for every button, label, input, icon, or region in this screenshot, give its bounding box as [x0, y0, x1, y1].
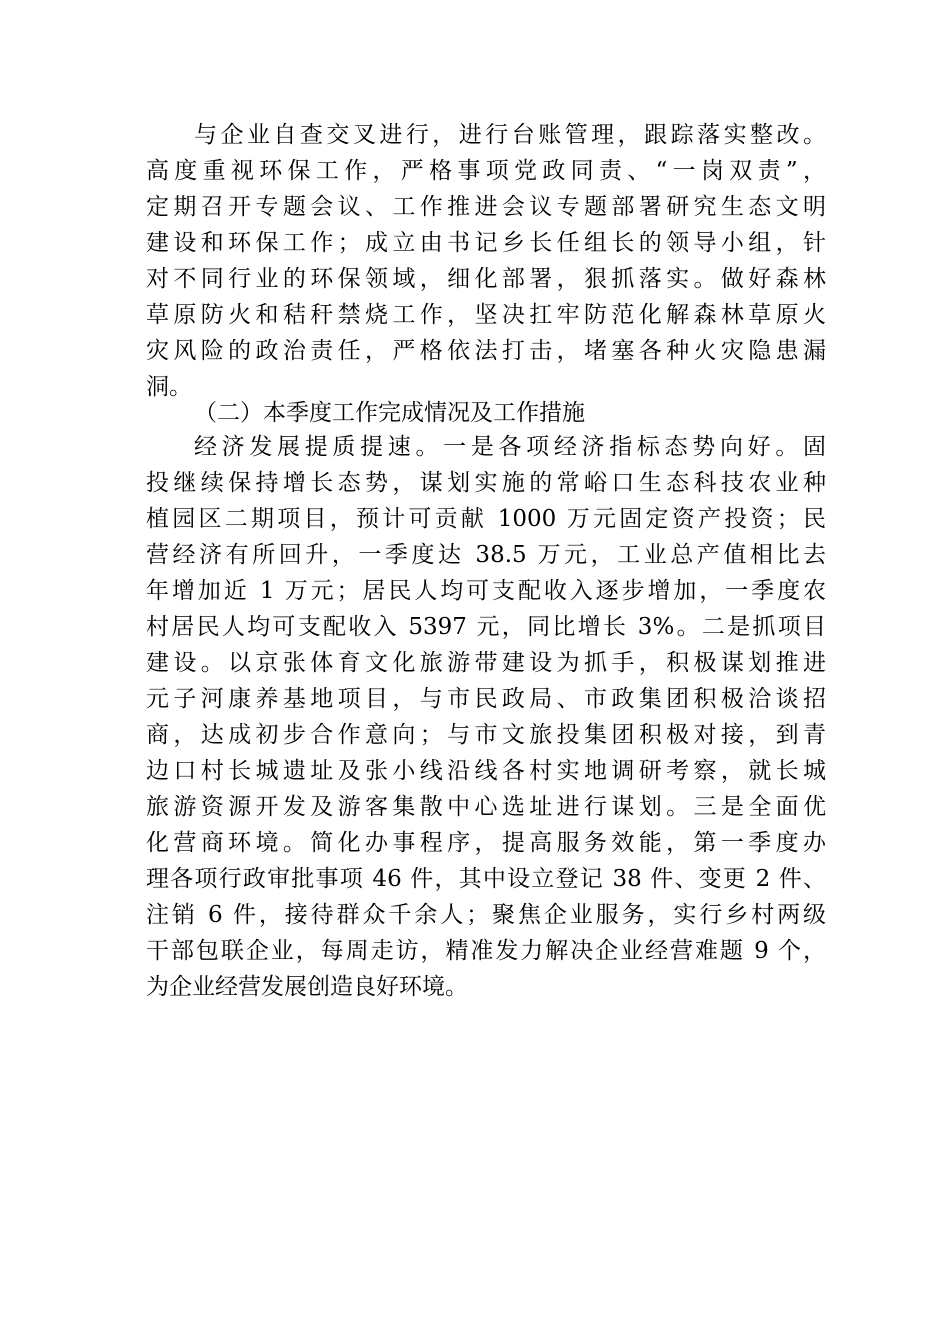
paragraph-line: 与企业自查交叉进行，进行台账管理，跟踪落实整改。 [194, 122, 826, 148]
paragraph-line: 边口村长城遗址及张小线沿线各村实地调研考察，就长城 [146, 758, 826, 784]
paragraph-line: 营经济有所回升，一季度达 38.5 万元，工业总产值相比去 [146, 542, 826, 568]
paragraph-line: 村居民人均可支配收入 5397 元，同比增长 3%。二是抓项目 [146, 614, 826, 640]
paragraph-line: 定期召开专题会议、工作推进会议专题部署研究生态文明 [146, 194, 826, 220]
paragraph-line: 年增加近 1 万元；居民人均可支配收入逐步增加，一季度农 [146, 578, 826, 604]
paragraph-line: 高度重视环保工作，严格事项党政同责、“一岗双责”， [146, 158, 826, 184]
paragraph-line: 化营商环境。简化办事程序，提高服务效能，第一季度办 [146, 830, 826, 856]
paragraph-line: 经济发展提质提速。一是各项经济指标态势向好。固 [194, 434, 826, 460]
paragraph-line: 为企业经营发展创造良好环境。 [146, 974, 468, 1000]
paragraph-line: 理各项行政审批事项 46 件，其中设立登记 38 件、变更 2 件、 [146, 866, 826, 892]
paragraph-line: 建设和环保工作；成立由书记乡长任组长的领导小组，针 [146, 230, 826, 256]
paragraph-line: 建设。以京张体育文化旅游带建设为抓手，积极谋划推进 [146, 650, 826, 676]
paragraph-line: 旅游资源开发及游客集散中心选址进行谋划。三是全面优 [146, 794, 826, 820]
paragraph-line: 植园区二期项目，预计可贡献 1000 万元固定资产投资；民 [146, 506, 826, 532]
section-heading: （二）本季度工作完成情况及工作措施 [194, 400, 585, 426]
paragraph-line: 灾风险的政治责任，严格依法打击，堵塞各种火灾隐患漏 [146, 338, 826, 364]
paragraph-line: 投继续保持增长态势，谋划实施的常峪口生态科技农业种 [146, 470, 826, 496]
paragraph-line: 草原防火和秸秆禁烧工作，坚决扛牢防范化解森林草原火 [146, 302, 826, 328]
paragraph-line: 洞。 [146, 374, 192, 400]
paragraph-line: 对不同行业的环保领域，细化部署，狠抓落实。做好森林 [146, 266, 826, 292]
paragraph-line: 元子河康养基地项目，与市民政局、市政集团积极洽谈招 [146, 686, 826, 712]
paragraph-line: 干部包联企业，每周走访，精准发力解决企业经营难题 9 个， [146, 938, 826, 964]
paragraph-line: 注销 6 件，接待群众千余人；聚焦企业服务，实行乡村两级 [146, 902, 826, 928]
paragraph-line: 商，达成初步合作意向；与市文旅投集团积极对接，到青 [146, 722, 826, 748]
